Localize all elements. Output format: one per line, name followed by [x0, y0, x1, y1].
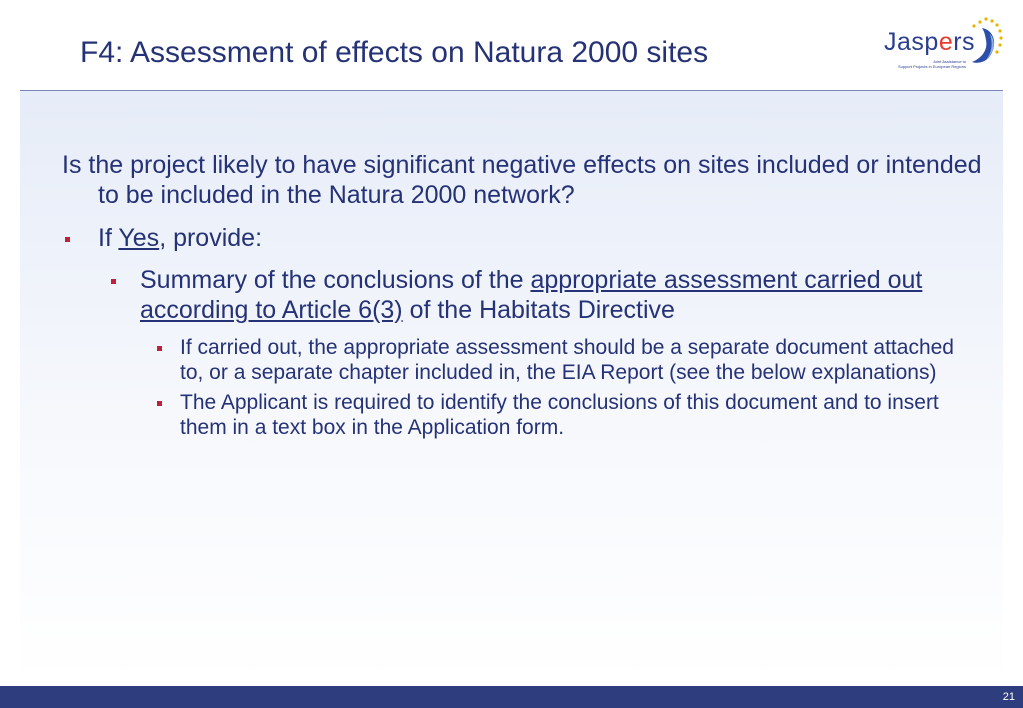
- eu-stars-icon: [964, 14, 1004, 70]
- logo-word-start: Jasp: [884, 28, 939, 56]
- bullet-sub-item-1: [62, 335, 982, 385]
- bullet-sub-item-2: [62, 390, 982, 440]
- summary-suffix: of the Habitats Directive: [402, 296, 675, 324]
- bullet-if-yes: [62, 223, 982, 253]
- square-bullet-icon: [111, 279, 116, 284]
- square-bullet-icon: [65, 237, 70, 242]
- bullet-summary: [62, 265, 982, 325]
- slide-title: F4: Assessment of effects on Natura 2000 sites: [80, 36, 709, 69]
- logo-subtitle: [882, 60, 966, 69]
- logo-word-accent: e: [938, 28, 954, 56]
- sub-item-text: If carried out, the appropriate assessment should be a separate document attached to, or a separate chapter included in, the EIA Report (see the below explanations): [180, 336, 954, 384]
- logo-subtitle-line2: Support Projects in European Regions: [897, 63, 966, 69]
- appropriate-assessment-link[interactable]: appropriate assessment carried out according to Article 6(3): [140, 266, 923, 324]
- logo-wordmark: [884, 28, 975, 57]
- sub-item-text: The Applicant is required to identify the conclusions of this document and to insert them in a text box in the Application form.: [180, 391, 939, 439]
- jaspers-logo: [880, 14, 1010, 76]
- if-suffix: , provide:: [159, 224, 263, 252]
- footer-bar: [0, 686, 1023, 708]
- square-bullet-icon: [157, 346, 162, 351]
- yes-underlined: Yes: [118, 224, 160, 252]
- slide-content: [62, 150, 982, 445]
- question-text: Is the project likely to have significant negative effects on sites included or intended to be included in the Natura 2000 network?: [62, 151, 982, 209]
- logo-subtitle-line1: Joint Assistance to: [932, 59, 966, 64]
- summary-prefix: Summary of the conclusions of the: [140, 266, 531, 294]
- page-number: 21: [1002, 691, 1015, 703]
- title-divider: [20, 90, 1003, 91]
- if-prefix: If: [98, 224, 119, 252]
- square-bullet-icon: [157, 401, 162, 406]
- logo-word-end: rs: [953, 28, 976, 56]
